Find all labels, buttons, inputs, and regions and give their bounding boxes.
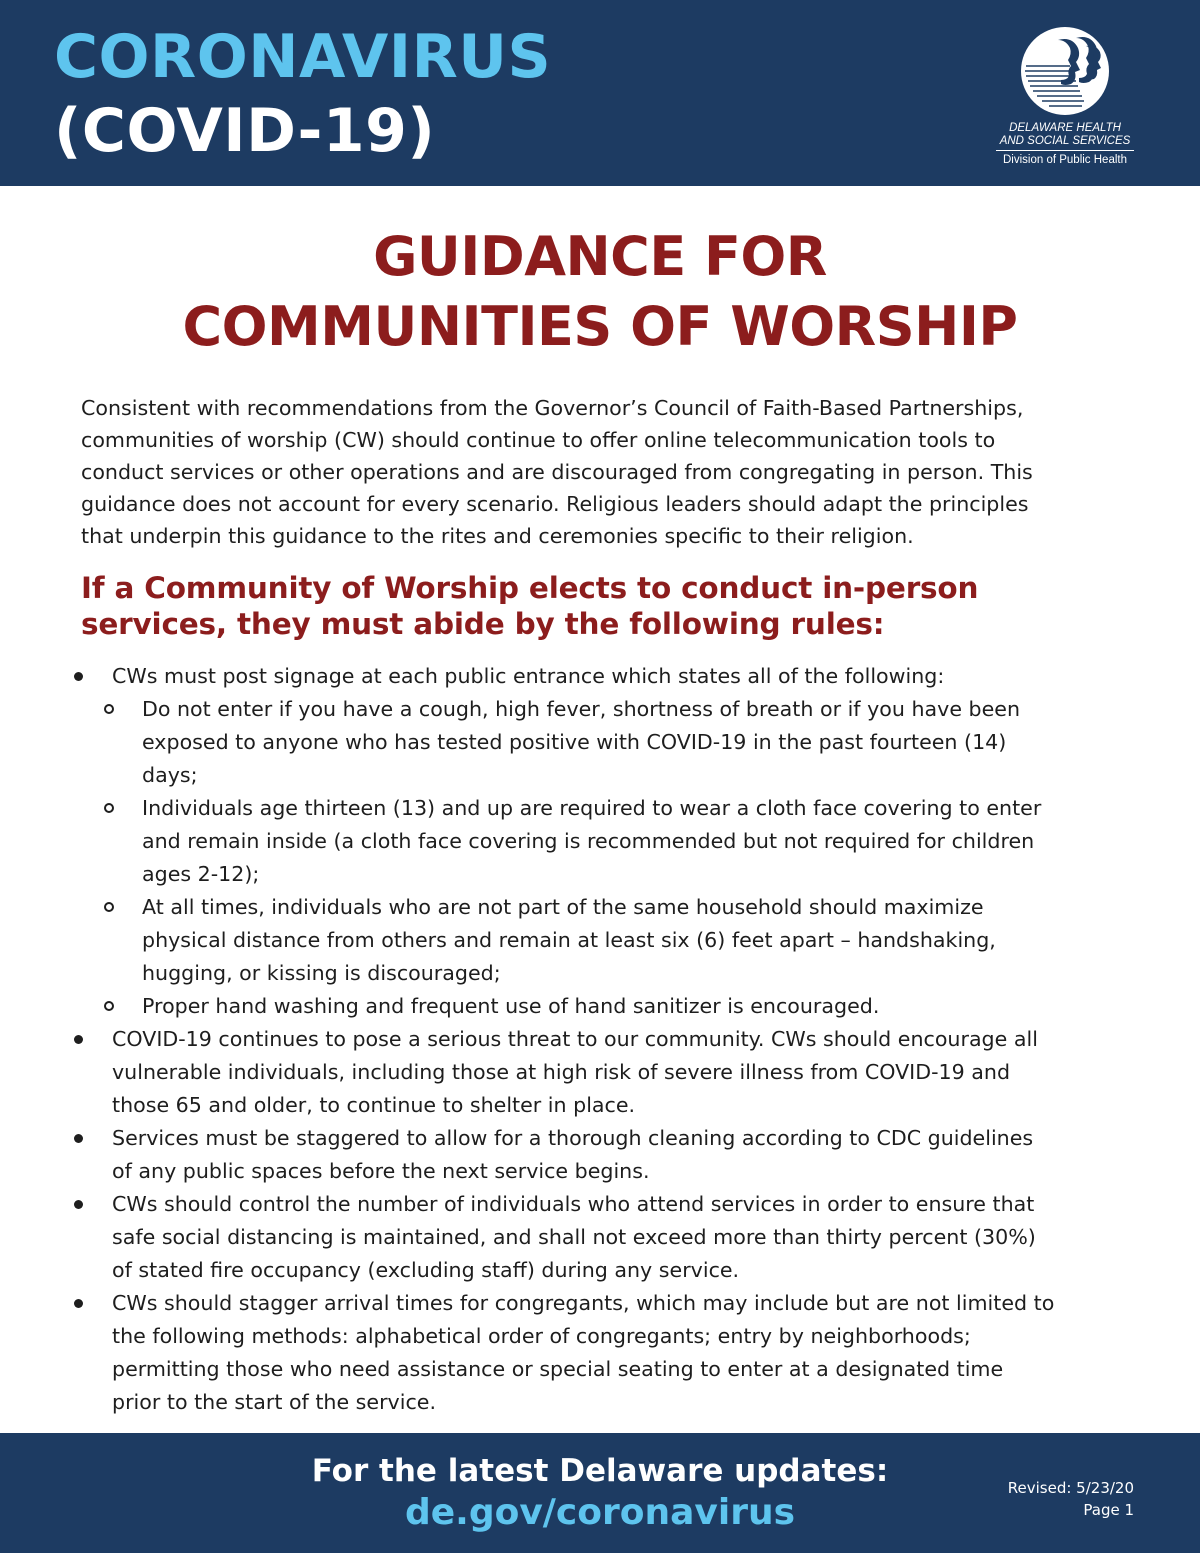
sub-rule-item — [0, 891, 1200, 990]
bullet-icon — [74, 1035, 83, 1044]
rule-line: prior to the start of the service. — [112, 1390, 436, 1414]
hollow-bullet-icon — [104, 704, 114, 714]
intro-line: guidance does not account for every scenario. Religious leaders should adapt the principles — [81, 492, 1029, 516]
bullet-icon — [74, 1134, 83, 1143]
page-title-line2: COMMUNITIES OF WORSHIP — [182, 295, 1018, 358]
sub-rule-line: Individuals age thirteen (13) and up are required to wear a cloth face covering to enter — [142, 796, 1042, 820]
revised-date: Revised: 5/23/20 — [1007, 1479, 1134, 1497]
sub-rule-line: hugging, or kissing is discouraged; — [142, 961, 501, 985]
section-heading-line1: If a Community of Worship elects to conduct in-person — [81, 571, 979, 605]
logo-division: Division of Public Health — [1002, 154, 1127, 166]
sub-rule-line: Do not enter if you have a cough, high fever, shortness of breath or if you have been — [142, 697, 1021, 721]
sub-rule-line: ages 2-12); — [142, 862, 260, 886]
footer-meta — [1008, 1477, 1134, 1521]
logo-org-line1: DELAWARE HEALTH — [1009, 122, 1121, 134]
page-title-line1: GUIDANCE FOR — [373, 225, 827, 288]
hollow-bullet-icon — [104, 1001, 114, 1011]
footer-url-link[interactable]: de.gov/coronavirus — [404, 1492, 796, 1533]
intro-line: Consistent with recommendations from the Governor’s Council of Faith-Based Partnerships, — [81, 396, 1024, 420]
logo-text — [990, 122, 1140, 166]
rule-line: safe social distancing is maintained, and shall not exceed more than thirty percent (30%) — [112, 1225, 1036, 1249]
rule-item — [0, 1287, 1200, 1419]
page-number: Page 1 — [1083, 1501, 1134, 1519]
rule-line: Services must be staggered to allow for a thorough cleaning according to CDC guidelines — [112, 1126, 1034, 1150]
rule-line: permitting those who need assistance or special seating to enter at a designated time — [112, 1357, 1004, 1381]
section-heading — [81, 570, 1131, 642]
rule-item — [0, 1122, 1200, 1188]
rule-line: CWs must post signage at each public entrance which states all of the following: — [112, 664, 945, 688]
header-title-line1: CORONAVIRUS — [54, 22, 552, 92]
sub-rule-line: Proper hand washing and frequent use of hand sanitizer is encouraged. — [142, 994, 880, 1018]
rule-item — [0, 1188, 1200, 1287]
sub-rule-line: exposed to anyone who has tested positive with COVID-19 in the past fourteen (14) — [142, 730, 1007, 754]
bullet-icon — [74, 672, 83, 681]
header-banner — [0, 0, 1200, 186]
dhss-logo — [990, 26, 1140, 171]
logo-org-line2: AND SOCIAL SERVICES — [996, 135, 1134, 151]
bullet-icon — [74, 1200, 83, 1209]
sub-rule-line: and remain inside (a cloth face covering is recommended but not required for children — [142, 829, 1035, 853]
sub-rule-item — [0, 792, 1200, 891]
intro-line: conduct services or other operations and are discouraged from congregating in person. This — [81, 460, 1033, 484]
intro-line: communities of worship (CW) should continue to offer online telecommunication tools to — [81, 428, 996, 452]
sub-rule-line: At all times, individuals who are not part of the same household should maximize — [142, 895, 984, 919]
rule-line: CWs should stagger arrival times for congregants, which may include but are not limited to — [112, 1291, 1055, 1315]
sub-rule-line: physical distance from others and remain at least six (6) feet apart – handshaking, — [142, 928, 996, 952]
rules-list — [0, 660, 1200, 1419]
rule-item — [0, 660, 1200, 693]
rule-line: CWs should control the number of individuals who attend services in order to ensure that — [112, 1192, 1035, 1216]
intro-paragraph — [81, 392, 1131, 552]
sub-rule-item — [0, 693, 1200, 792]
intro-line: that underpin this guidance to the rites and ceremonies specific to their religion. — [81, 524, 914, 548]
footer-cta — [300, 1451, 900, 1535]
rule-line: of any public spaces before the next service begins. — [112, 1159, 650, 1183]
rule-item — [0, 1023, 1200, 1122]
hollow-bullet-icon — [104, 803, 114, 813]
sub-rule-line: days; — [142, 763, 198, 787]
hollow-bullet-icon — [104, 902, 114, 912]
header-title — [54, 20, 551, 168]
rule-line: of stated fire occupancy (excluding staff) during any service. — [112, 1258, 740, 1282]
footer-cta-text: For the latest Delaware updates: — [311, 1453, 889, 1489]
header-title-line2: (COVID-19) — [54, 96, 436, 166]
page-title — [0, 222, 1200, 362]
rule-line: those 65 and older, to continue to shelter in place. — [112, 1093, 636, 1117]
bullet-icon — [74, 1299, 83, 1308]
rule-line: COVID-19 continues to pose a serious threat to our community. CWs should encourage all — [112, 1027, 1038, 1051]
rule-line: vulnerable individuals, including those at high risk of severe illness from COVID-19 and — [112, 1060, 1011, 1084]
dhss-profiles-logo-icon — [1020, 26, 1110, 116]
footer-banner — [0, 1433, 1200, 1553]
sub-rule-item — [0, 990, 1200, 1023]
rule-line: the following methods: alphabetical order of congregants; entry by neighborhoods; — [112, 1324, 971, 1348]
section-heading-line2: services, they must abide by the following rules: — [81, 607, 885, 641]
